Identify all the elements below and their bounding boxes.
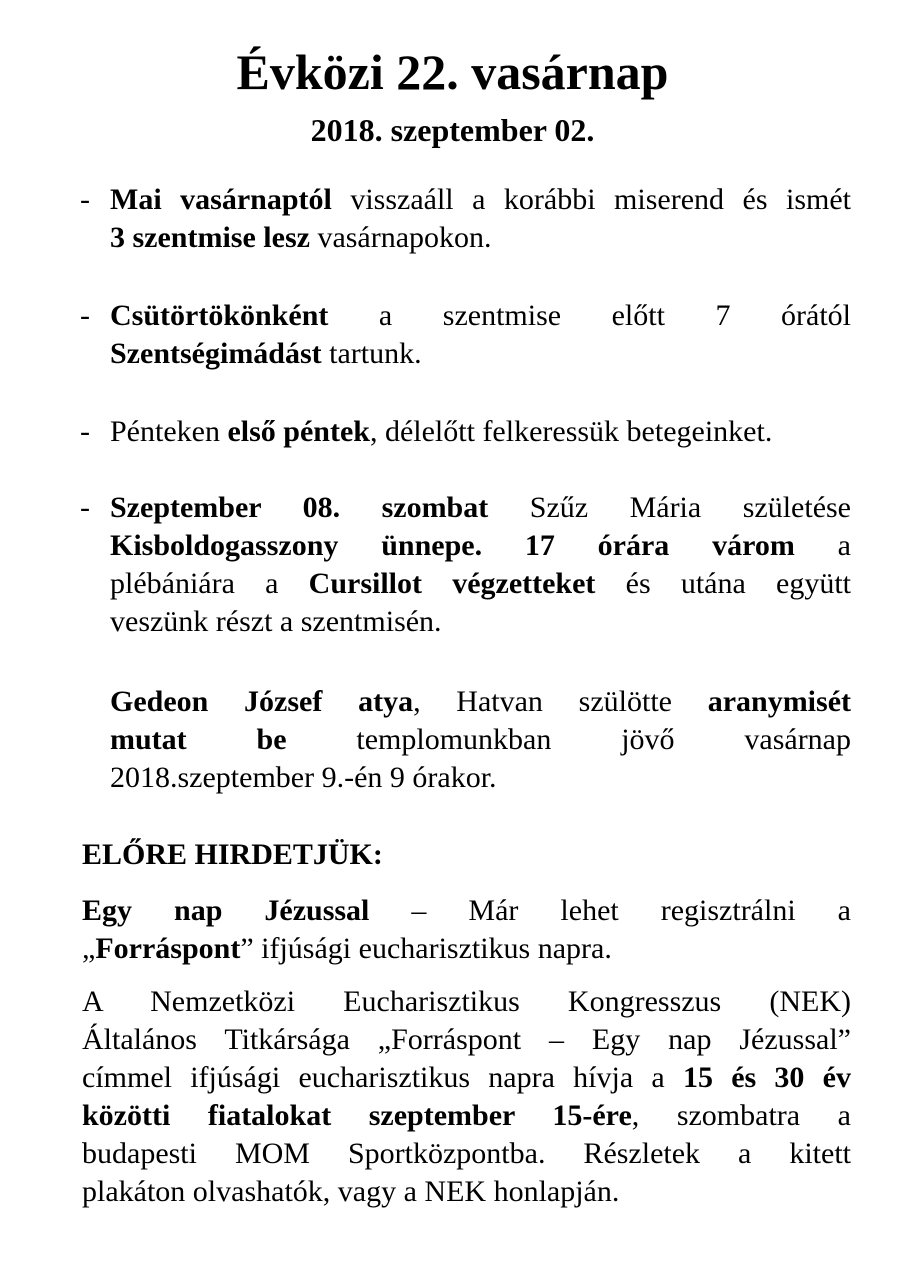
text: „ [82, 932, 96, 965]
text: 2018.szeptember 9.-én 9 órakor. [110, 761, 497, 794]
text: , Hatvan szülötte [413, 685, 708, 718]
announcement-nativity-of-mary [110, 489, 851, 641]
bold-text: Kisboldogasszony ünnepe. 17 órára várom [110, 529, 795, 562]
announcement-first-friday [110, 413, 851, 451]
text-line [82, 892, 851, 930]
bold-text: Szeptember 08. szombat [110, 491, 489, 524]
text-line [82, 930, 851, 968]
bold-text: Csütörtökönként [110, 299, 329, 332]
bullet-dash: - [80, 491, 90, 524]
section-heading: ELŐRE HIRDETJÜK: [82, 838, 383, 871]
text: templomunkban jövő vasárnap [286, 723, 851, 756]
text-line [110, 759, 851, 797]
text-line [110, 297, 851, 335]
text-line: budapesti MOM Sportközpontba. Részletek a kitett [82, 1137, 851, 1170]
announcement-nek-forraspont [82, 983, 851, 1211]
text: és utána együtt [595, 567, 851, 600]
text-line [110, 335, 851, 373]
text: visszaáll a korábbi miserend és ismét [331, 183, 851, 216]
text: Szűz Mária születése [488, 491, 851, 524]
announcement-egy-nap-jezussal [82, 892, 851, 968]
bold-text: Gedeon József atya [110, 685, 414, 718]
text: a [794, 529, 851, 562]
text: veszünk részt a szentmisén. [110, 605, 442, 638]
bold-text: Mai vasárnaptól [110, 183, 332, 216]
bold-text: mutat be [110, 723, 287, 756]
text: Pénteken [110, 415, 228, 448]
text: a szentmise előtt 7 órától [328, 299, 851, 332]
text-line: plakáton olvashatók, vagy a NEK honlapján. [82, 1175, 620, 1208]
announcement-mass-schedule [110, 181, 851, 257]
text: vasárnapokon. [309, 221, 492, 254]
text-line: Általános Titkársága „Forráspont – Egy nap Jézussal” [82, 1023, 851, 1056]
text-line [110, 527, 851, 565]
bold-text: Cursillot végzetteket [308, 567, 596, 600]
text-line [82, 1097, 851, 1135]
announcement-golden-jubilee-mass [110, 683, 851, 797]
text-line [110, 721, 851, 759]
bold-text: 3 szentmise lesz [110, 221, 310, 254]
announcement-adoration [110, 297, 851, 373]
text-line [110, 181, 851, 219]
text-line: A Nemzetközi Eucharisztikus Kongresszus (NEK) [82, 985, 851, 1018]
bullet-dash: - [80, 183, 90, 216]
page-date: 2018. szeptember 02. [310, 112, 595, 148]
bullet-dash: - [80, 299, 90, 332]
text-line [110, 219, 851, 257]
bold-text: Forráspont [95, 932, 241, 965]
text: plébániára a [110, 567, 309, 600]
text-line [110, 489, 851, 527]
text: tartunk. [321, 337, 422, 370]
text: , szombatra a [631, 1099, 851, 1132]
text-line [110, 603, 851, 641]
bold-text: első péntek [227, 415, 370, 448]
bold-text: 15 és 30 év [682, 1061, 851, 1094]
text-line [82, 1059, 851, 1097]
bold-text: közötti fiatalokat szeptember 15-ére [82, 1099, 632, 1132]
text-line [110, 683, 851, 721]
bullet-dash: - [80, 415, 90, 448]
text: címmel ifjúsági eucharisztikus napra hívja a [82, 1061, 683, 1094]
bold-text: aranymisét [707, 685, 851, 718]
page-title: Évközi 22. vasárnap [236, 44, 669, 100]
text-line [110, 565, 851, 603]
text: , délelőtt felkeressük betegeinket. [369, 415, 773, 448]
text: ” ifjúsági eucharisztikus napra. [240, 932, 612, 965]
bold-text: Szentségimádást [110, 337, 322, 370]
bold-text: Egy nap Jézussal [82, 894, 370, 927]
text: – Már lehet regisztrálni a [369, 894, 851, 927]
text-line [110, 413, 851, 451]
